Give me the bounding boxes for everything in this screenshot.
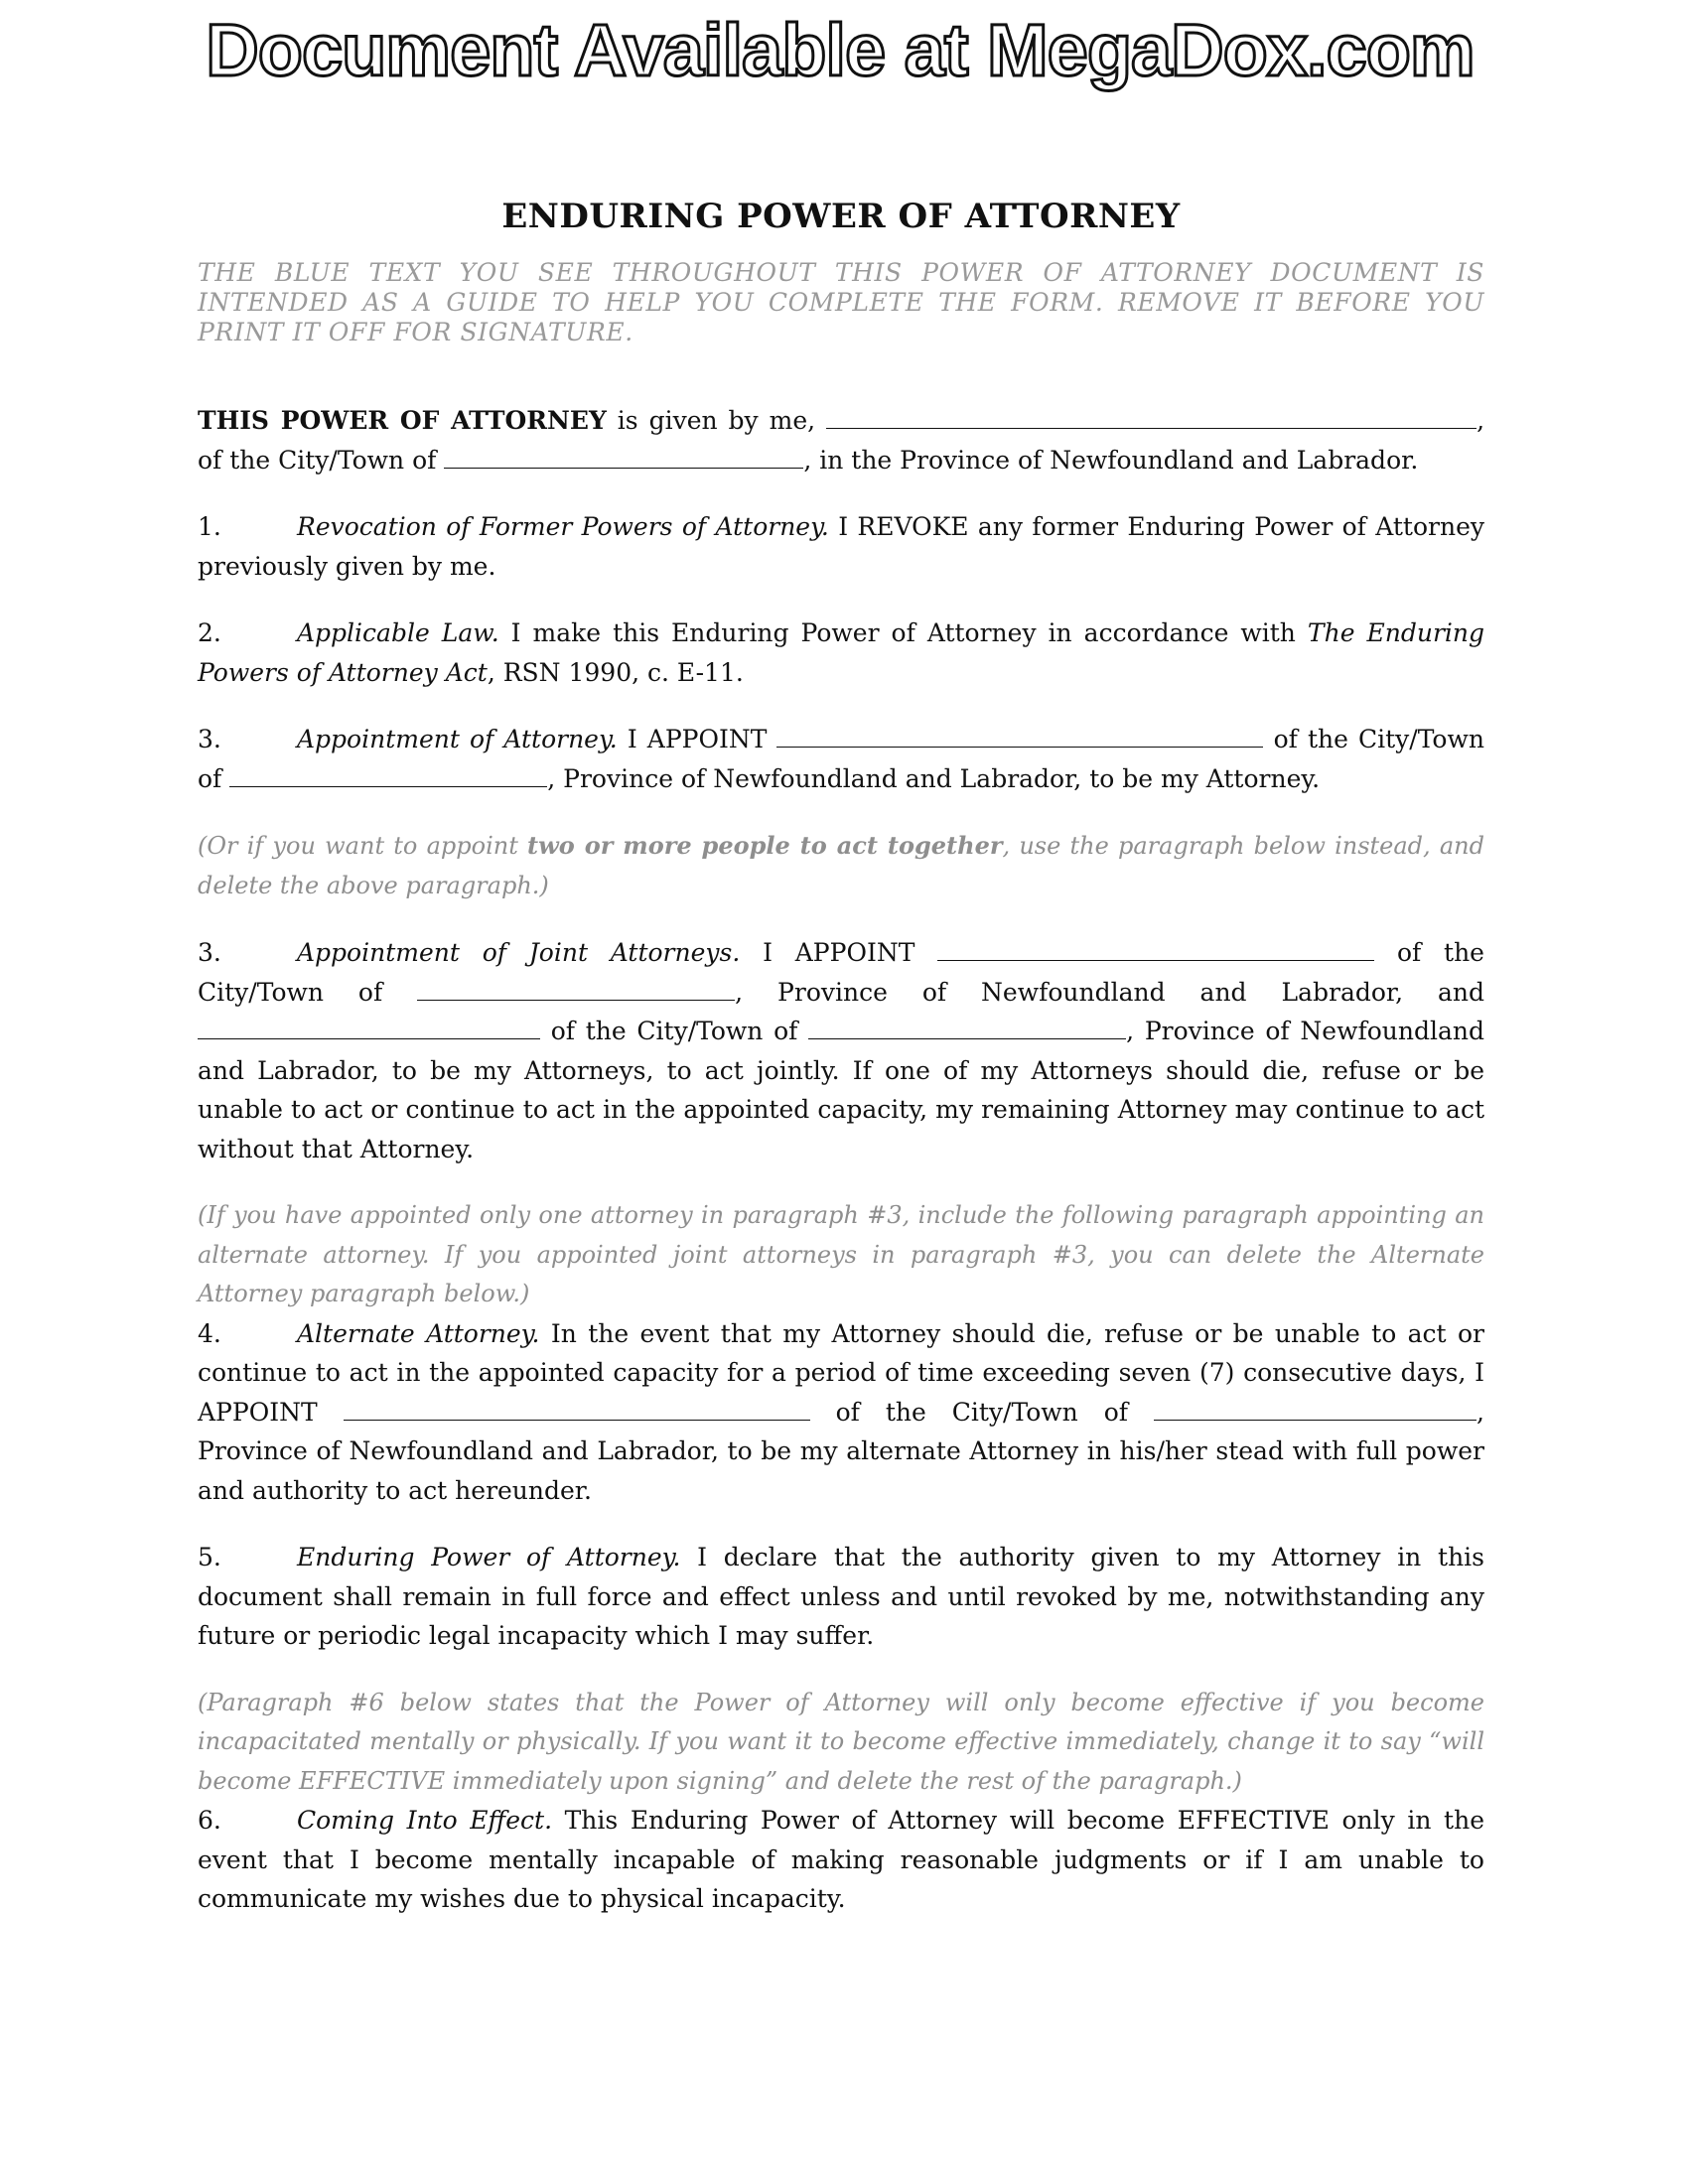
document-title: ENDURING POWER OF ATTORNEY [501, 197, 1181, 236]
paragraph-3b-text-1: I APPOINT [740, 938, 938, 967]
paragraph-2-number: 2. [198, 618, 221, 647]
guide-2-text-2: , use the paragraph below instead, and delete the above paragraph.) [198, 832, 1484, 899]
paragraph-6-heading: Coming Into Effect. [297, 1806, 553, 1835]
intro-paragraph [198, 401, 1484, 479]
paragraph-3b-number: 3. [198, 938, 221, 967]
paragraph-2-heading: Applicable Law. [297, 618, 499, 647]
paragraph-5-number: 5. [198, 1543, 221, 1571]
paragraph-3 [198, 720, 1484, 798]
paragraph-1-number: 1. [198, 512, 221, 541]
paragraph-6-number: 6. [198, 1806, 221, 1835]
paragraph-4-text-3: , Province of Newfoundland and Labrador, to be my alternate Attorney in his/her stead with full power and authority to act hereunder. [198, 1397, 1484, 1505]
paragraph-4-text-1: In the event that my Attorney should die, refuse or be unable to act or continue to act in the appointed capacity for a period of time exceeding seven (7) consecutive days, I APPOINT [198, 1318, 1484, 1427]
guide-2-bold: two or more people to act together [527, 831, 1003, 860]
alternate-attorney-name-blank[interactable] [344, 1396, 810, 1421]
paragraph-6 [198, 1801, 1484, 1919]
joint-attorney-1-name-blank[interactable] [937, 936, 1374, 961]
paragraph-2 [198, 614, 1484, 692]
paragraph-3-text-2: of the City/Town of [198, 725, 1484, 793]
paragraph-3b-text-4: of the City/Town of [540, 1017, 809, 1045]
paragraph-3-heading: Appointment of Attorney. [297, 725, 618, 753]
paragraph-5 [198, 1538, 1484, 1656]
attorney-city-blank[interactable] [229, 762, 547, 787]
paragraph-4-heading: Alternate Attorney. [297, 1318, 540, 1348]
paragraph-4 [198, 1314, 1484, 1511]
paragraph-2-text-2: , RSN 1990, c. E-11. [487, 657, 744, 687]
grantor-city-blank[interactable] [444, 444, 803, 469]
guide-2-text-1: (Or if you want to appoint [198, 832, 528, 860]
joint-attorney-2-city-blank[interactable] [808, 1015, 1126, 1039]
paragraph-4-text-2: of the City/Town of [809, 1397, 1155, 1427]
guide-coming-into-effect: (Paragraph #6 below states that the Power of Attorney will only become effective if you become incapacitated mentally or physically. If you want it to become effective immediately, change it to say “will become EFFECTIVE immediately upon signing” and delete the rest of the paragraph.) [198, 1688, 1484, 1795]
paragraph-1-heading: Revocation of Former Powers of Attorney. [297, 512, 829, 541]
guide-intro: THE BLUE TEXT YOU SEE THROUGHOUT THIS POWER OF ATTORNEY DOCUMENT IS INTENDED AS A GUIDE TO HELP YOU COMPLETE THE FORM. REMOVE IT BEFORE YOU PRINT IT OFF FOR SIGNATURE. [198, 258, 1484, 346]
intro-text-3: , in the Province of Newfoundland and Labrador. [803, 445, 1419, 475]
intro-lead: THIS POWER OF ATTORNEY [198, 406, 607, 435]
intro-text-2: , of the City/Town of [198, 406, 1485, 475]
paragraph-1 [198, 507, 1484, 586]
paragraph-3b-heading: Appointment of Joint Attorneys. [297, 938, 741, 967]
guide-alternate-attorney: (If you have appointed only one attorney in paragraph #3, include the following paragraph appointing an alternate attorney. If you appointed joint attorneys in paragraph #3, you can delete the Alternate Attorney paragraph below.) [198, 1201, 1484, 1307]
paragraph-3b-text-5: , Province of Newfoundland and Labrador, to be my Attorneys, to act jointly. If one of my Attorneys should die, refuse or be unable to act or continue to act in the appointed capacity, my remaining Attorney may continue to act without that Attorney. [198, 1017, 1484, 1163]
paragraph-5-text: I declare that the authority given to my Attorney in this document shall remain in full force and effect unless and until revoked by me, notwithstanding any future or periodic legal incapacity which I may suffer. [198, 1543, 1485, 1650]
paragraph-1-text: I REVOKE any former Enduring Power of Attorney previously given by me. [198, 512, 1484, 581]
guide-joint-attorneys [198, 826, 1484, 905]
paragraph-3-text-3: , Province of Newfoundland and Labrador, to be my Attorney. [547, 763, 1321, 793]
paragraph-3b-text-2: of the City/Town of [198, 938, 1484, 1007]
joint-attorney-2-name-blank[interactable] [198, 1015, 540, 1039]
intro-text-1: is given by me, [606, 406, 827, 435]
megadox-banner: Document Available at MegaDox.com [206, 9, 1475, 91]
attorney-name-blank[interactable] [776, 723, 1263, 748]
paragraph-2-act-title: The Enduring Powers of Attorney Act [198, 618, 1484, 687]
joint-attorney-1-city-blank[interactable] [417, 976, 735, 1001]
paragraph-4-number: 4. [198, 1318, 221, 1348]
document-body [198, 189, 1484, 1947]
paragraph-5-heading: Enduring Power of Attorney. [297, 1543, 681, 1571]
paragraph-3-text-1: I APPOINT [617, 725, 777, 753]
grantor-name-blank[interactable] [826, 404, 1477, 429]
paragraph-3-joint [198, 933, 1484, 1168]
paragraph-6-text: This Enduring Power of Attorney will become EFFECTIVE only in the event that I become mentally incapable of making reasonable judgments or if I am unable to communicate my wishes due to physical incapacity. [198, 1806, 1484, 1913]
paragraph-3b-text-3: , Province of Newfoundland and Labrador, and [735, 977, 1484, 1007]
paragraph-3-number: 3. [198, 725, 221, 753]
alternate-attorney-city-blank[interactable] [1154, 1396, 1477, 1421]
paragraph-2-text-1: I make this Enduring Power of Attorney in accordance with [498, 618, 1308, 647]
